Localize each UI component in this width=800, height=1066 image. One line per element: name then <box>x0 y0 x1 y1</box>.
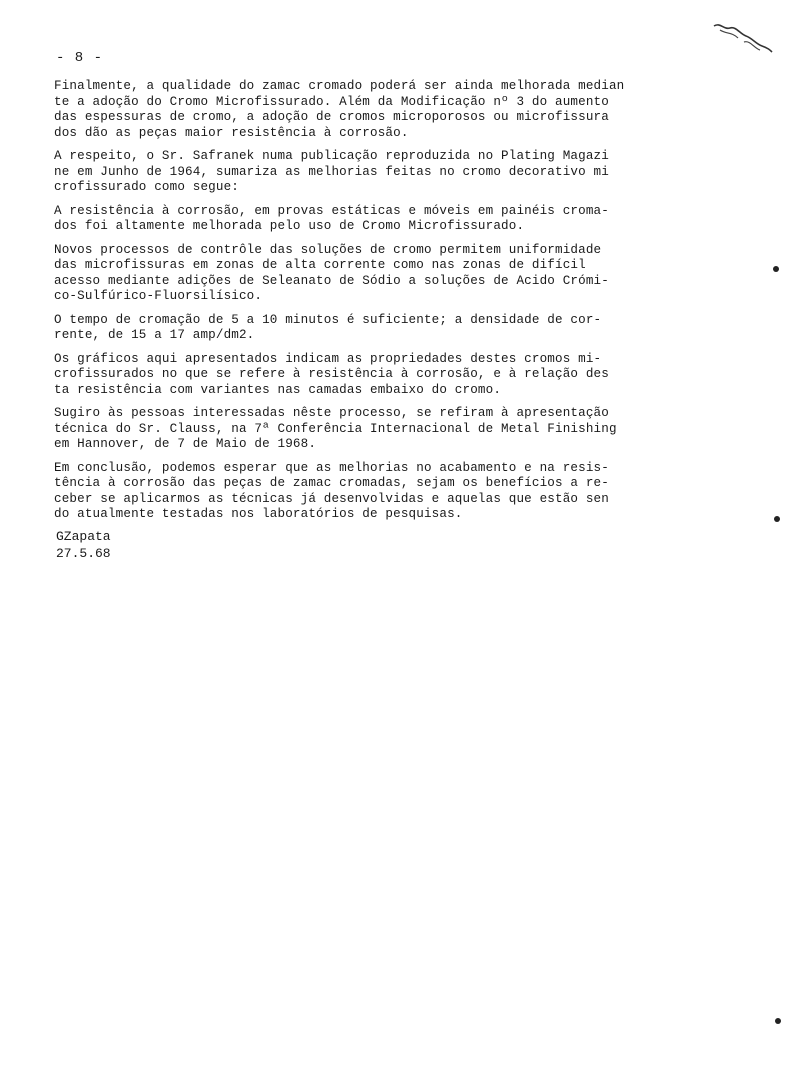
text-line: Em conclusão, podemos esperar que as melhorias no acabamento e na resis- <box>54 460 609 475</box>
page-number: - 8 - <box>56 50 104 66</box>
text-line: acesso mediante adições de Seleanato de Sódio a soluções de Acido Crómi- <box>54 273 609 288</box>
text-line: te a adoção do Cromo Microfissurado. Além da Modificação nº 3 do aumento <box>54 94 609 109</box>
paragraph-2 <box>54 149 714 196</box>
text-line: tência à corrosão das peças de zamac cromadas, sejam os benefícios a re- <box>54 476 609 490</box>
text-line: dos foi altamente melhorada pelo uso de Cromo Microfissurado. <box>54 219 525 233</box>
signature-block <box>56 528 111 562</box>
signature-name: GZapata <box>56 529 111 544</box>
signature-date: 27.5.68 <box>56 546 111 561</box>
paragraph-4 <box>54 243 714 305</box>
margin-dot-icon <box>775 1018 781 1024</box>
text-line: O tempo de cromação de 5 a 10 minutos é suficiente; a densidade de cor- <box>54 312 602 327</box>
paragraph-5 <box>54 313 714 344</box>
paragraph-7 <box>54 406 714 453</box>
text-line: Finalmente, a qualidade do zamac cromado poderá ser ainda melhorada median <box>54 79 625 93</box>
text-line: A resistência à corrosão, em provas estáticas e móveis em painéis croma- <box>54 203 609 218</box>
handwritten-scribble-icon <box>710 20 776 60</box>
paragraph-6 <box>54 352 714 399</box>
text-line: ta resistência com variantes nas camadas embaixo do cromo. <box>54 382 502 397</box>
text-line: ceber se aplicarmos as técnicas já desenvolvidas e aquelas que estão sen <box>54 491 609 506</box>
margin-dot-icon <box>774 516 780 522</box>
text-line: das espessuras de cromo, a adoção de cromos microporosos ou microfissura <box>54 110 609 124</box>
document-body <box>54 79 714 531</box>
text-line: técnica do Sr. Clauss, na 7ª Conferência Internacional de Metal Finishing <box>54 421 617 436</box>
text-line: crofissurados no que se refere à resistência à corrosão, e à relação des <box>54 367 609 381</box>
text-line: A respeito, o Sr. Safranek numa publicação reproduzida no Plating Magazi <box>54 149 609 163</box>
paragraph-3 <box>54 204 714 235</box>
text-line: Os gráficos aqui apresentados indicam as propriedades destes cromos mi- <box>54 351 602 366</box>
text-line: do atualmente testadas nos laboratórios de pesquisas. <box>54 507 463 521</box>
text-line: rente, de 15 a 17 amp/dm2. <box>54 328 255 342</box>
margin-dot-icon <box>773 266 779 272</box>
text-line: ne em Junho de 1964, sumariza as melhorias feitas no cromo decorativo mi <box>54 164 609 179</box>
text-line: Novos processos de contrôle das soluções de cromo permitem uniformidade <box>54 242 602 257</box>
text-line: das microfissuras em zonas de alta corrente como nas zonas de difícil <box>54 258 586 272</box>
paragraph-8 <box>54 461 714 523</box>
text-line: co-Sulfúrico-Fluorsilísico. <box>54 289 263 303</box>
text-line: dos dão as peças maior resistência à corrosão. <box>54 125 409 140</box>
text-line: em Hannover, de 7 de Maio de 1968. <box>54 437 317 451</box>
paragraph-1 <box>54 79 714 141</box>
text-line: crofissurado como segue: <box>54 180 239 194</box>
text-line: Sugiro às pessoas interessadas nêste processo, se refiram à apresentação <box>54 406 609 420</box>
